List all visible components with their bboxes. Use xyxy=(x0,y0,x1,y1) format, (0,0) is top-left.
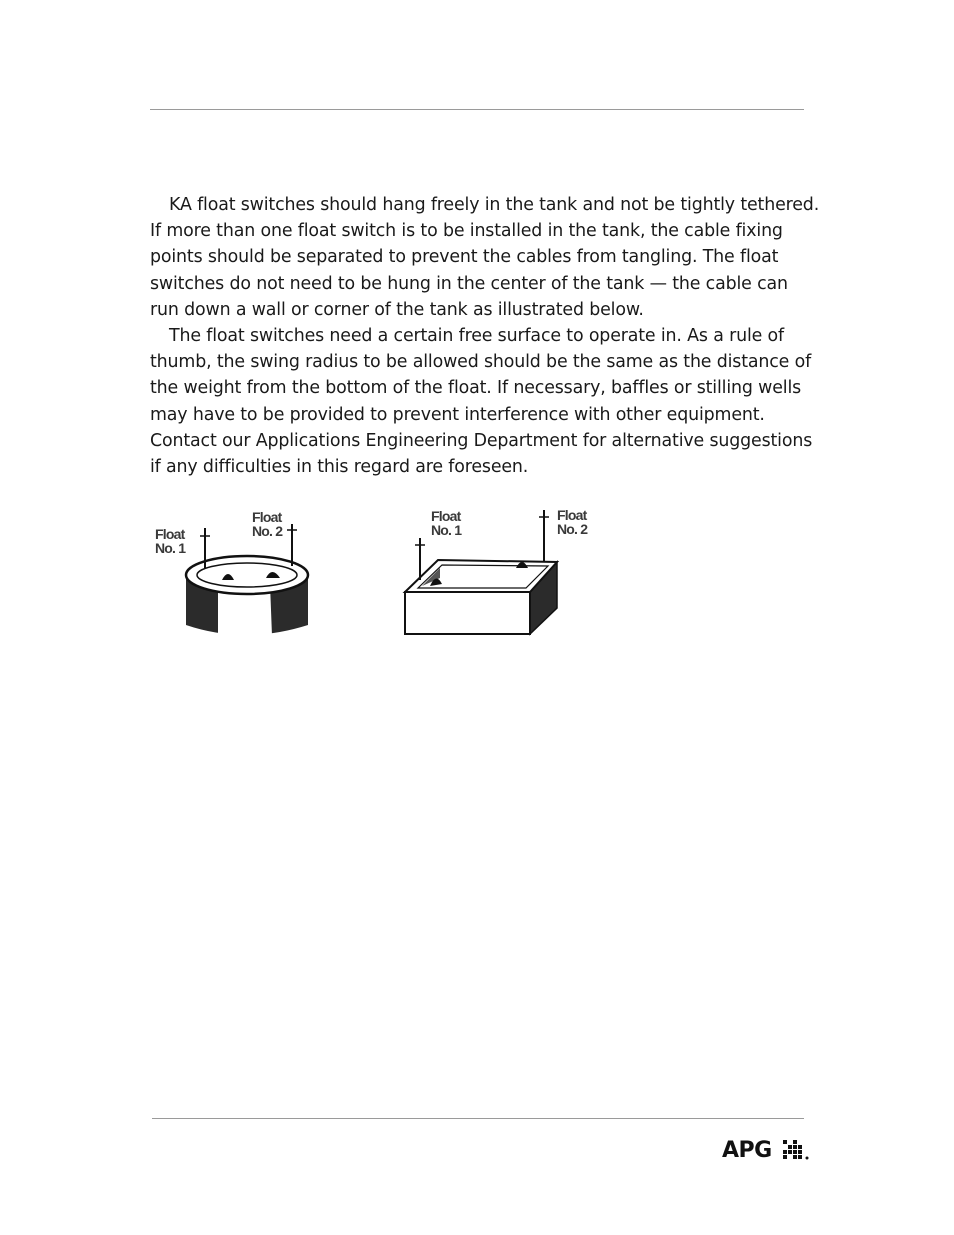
paragraph-line: if any difficulties in this regard are foreseen. xyxy=(150,457,529,478)
float-label-line: No. 1 xyxy=(431,522,462,538)
float-1-label xyxy=(431,509,461,537)
round-tank-drawing xyxy=(150,500,320,645)
logo-dot-grid-icon xyxy=(783,1140,809,1162)
paragraph-line: If more than one float switch is to be installed in the tank, the cable fixing xyxy=(150,221,783,242)
apg-logo xyxy=(722,1136,812,1166)
paragraph-2 xyxy=(150,323,813,480)
logo-text: APG xyxy=(722,1138,772,1163)
paragraph-line: The float switches need a certain free surface to operate in. As a rule of xyxy=(169,326,785,347)
float-label-line: No. 2 xyxy=(252,523,283,539)
paragraph-line: Contact our Applications Engineering Department for alternative suggestions xyxy=(150,430,813,451)
float-label-line: No. 1 xyxy=(155,540,186,556)
footer-rule xyxy=(152,1118,804,1119)
float-2-label xyxy=(252,510,282,538)
round-tank-figure xyxy=(150,500,320,645)
body-text xyxy=(150,192,820,480)
float-label-line: Float xyxy=(431,508,461,524)
float-label-line: No. 2 xyxy=(557,521,588,537)
paragraph-line: thumb, the swing radius to be allowed should be the same as the distance of xyxy=(150,352,812,373)
float-label-line: Float xyxy=(557,507,587,523)
paragraph-line: run down a wall or corner of the tank as illustrated below. xyxy=(150,299,644,320)
header-rule xyxy=(150,109,804,110)
float-label-line: Float xyxy=(252,509,282,525)
float-1-label xyxy=(155,527,185,555)
float-2-label xyxy=(557,508,587,536)
paragraph-line: may have to be provided to prevent interference with other equipment. xyxy=(150,404,765,425)
paragraph-line: KA float switches should hang freely in the tank and not be tightly tethered. xyxy=(169,195,820,215)
square-tank-figure xyxy=(400,500,605,645)
paragraph-1 xyxy=(150,192,820,323)
paragraph-line: the weight from the bottom of the float. If necessary, baffles or stilling wells xyxy=(150,378,802,399)
paragraph-line: points should be separated to prevent the cables from tangling. The float xyxy=(150,247,779,268)
float-label-line: Float xyxy=(155,526,185,542)
paragraph-line: switches do not need to be hung in the center of the tank — the cable can xyxy=(150,273,788,294)
